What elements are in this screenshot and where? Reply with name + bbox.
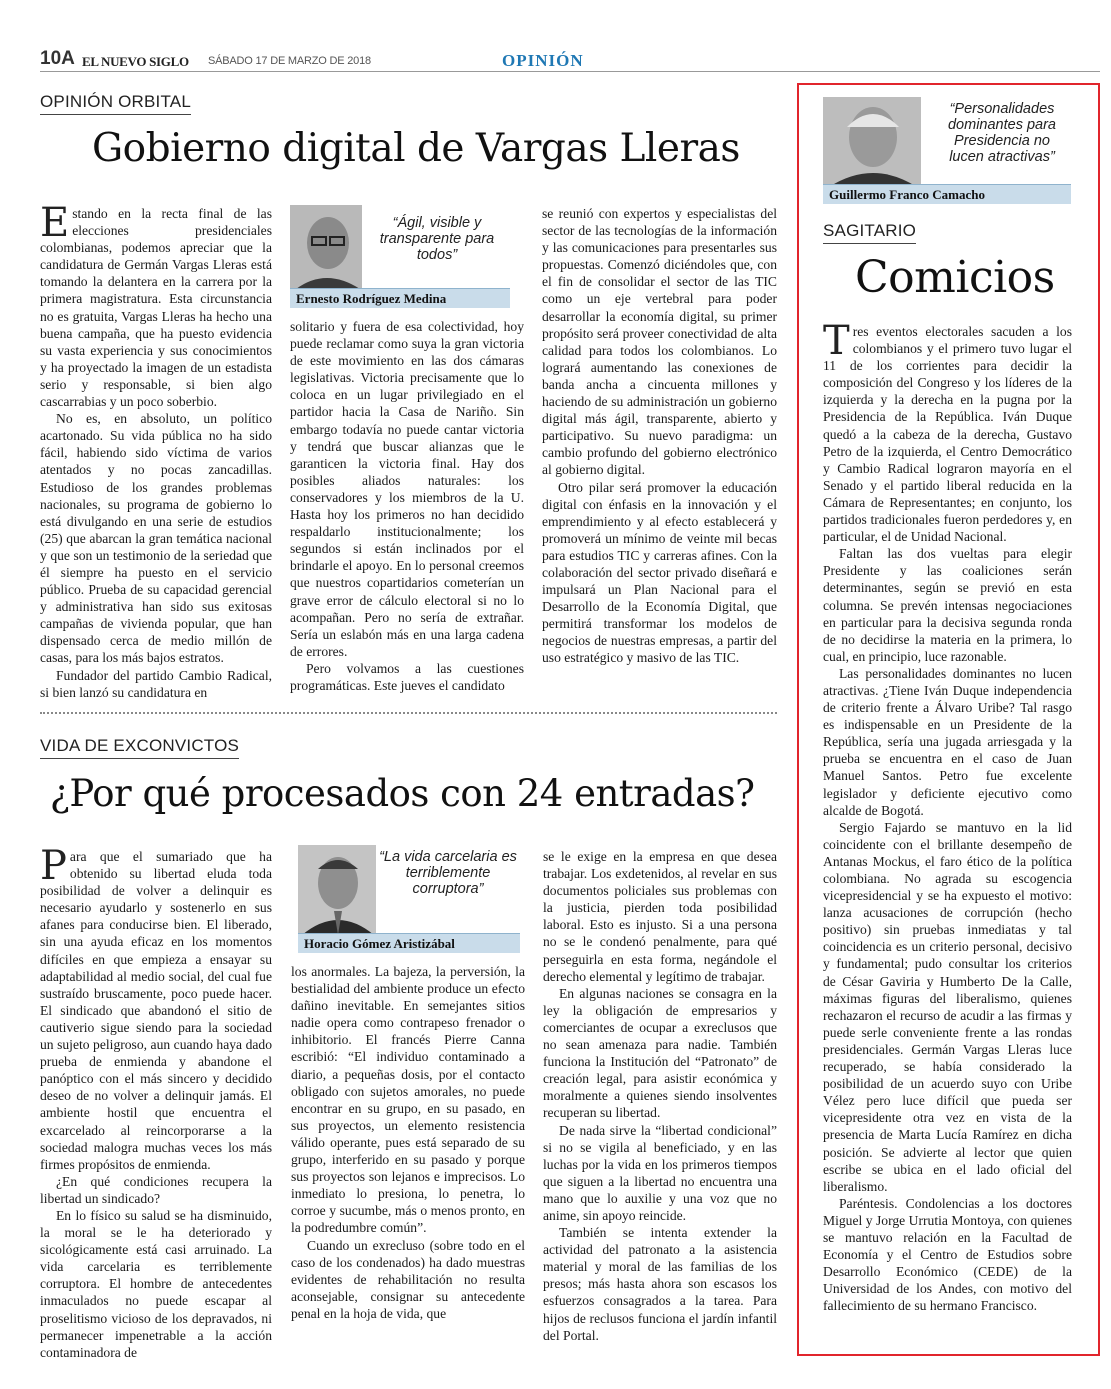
article2-paragraph: Cuando un exrecluso (sobre todo en el caso de los condenados) ha dado muestras evidentes de rehabilitación no resulta aconsejable, consignar su antecedente penal en la hoja de vida, que — [291, 1237, 525, 1321]
article1-dropcap: E — [40, 200, 70, 246]
article2-dropcap: P — [40, 843, 67, 889]
article1-paragraph: solitario y fuera de esa colectividad, hoy puede reclamar como suya la gran victoria de este movimiento en las dos cámaras legislativas. Victoria precisamente que lo coloca en un lugar privilegiado en el partidor hacia la Casa de Nariño. Sin embargo todavía no puede cantar victoria y tendrá que buscar alianzas que le garanticen la victoria final. Hay dos posibles aliados naturales: los conservadores y los miembros de la U. Hasta hoy los primeros no han decidido respaldarlo institucionalmente; los segundos si están inclinados por el brindarle el apoyo. En lo personal creemos que nuestros copartidarios cometerían un grave error de cálculo electoral si no lo acompañan. Pero no sería de extrañar. Sería un eslabón más en una larga cadena de errores. — [290, 319, 524, 659]
article2-paragraph: ¿En qué condiciones recupera la libertad un sindicado? — [40, 1173, 272, 1206]
section-title: OPINIÓN — [502, 51, 584, 70]
author-photo — [823, 97, 921, 187]
article2-pull-quote: “La vida carcelaria es terriblemente corruptora” — [379, 849, 517, 897]
article2-paragraph: En lo físico su salud se ha disminuido, la moral se le ha deteriorado y sicológicamente está casi arruinado. La vida carcelaria es terriblemente corruptora. El hombre de antecedentes inmaculados no puede escapar al proselitismo vicioso de los depravados, ni permanecer impenetrable a la acción contaminadora de — [40, 1207, 272, 1360]
article2-paragraph: se le exige en la empresa en que desea trabajar. Los exdetenidos, al revelar en sus documentos policiales sus problemas con la justicia, pierden toda posibilidad laboral. Esto es injusto. Si a una persona no se le condenó penalmente, para qué perseguirla en esta forma, negándole el derecho elemental y legítimo de trabajar. — [543, 849, 777, 984]
article3-paragraph: Paréntesis. Condolencias a los doctores Miguel y Jorge Urrutia Montoya, con quienes se mantuvo relación en la Facultad de Economía y el Centro de Estudios sobre Desarrollo Económico (CEDE) de la Universidad de los Andes, con motivo del fallecimiento de su hermano Francisco. — [823, 1195, 1072, 1314]
newspaper-name: EL NUEVO SIGLO — [82, 54, 189, 69]
article3-paragraph: Sergio Fajardo se mantuvo en la lid coincidente con el brillante desempeño de Antanas Mockus, el faro ético de la política colombiana. No agrada su escogencia vicepresidencial y se ha expuesto el motivo: lanza acusaciones de corrupción (hecho positivo) sin pruebas inmediatas y tal coincidencia es un criterio personal, decisivo y fundamental; pudo consultar los criterios de César Gaviria y Humberto De la Calle, máximas figuras del liberalismo, quienes rechazaron el recurso de acudir a las firmas y puede serle conveniente frente a las rondas presidenciales. Germán Vargas Lleras luce recuperado, se había considerado la posibilidad de un acuerdo suyo con Uribe Vélez pero luce difícil que pueda ser vicepresidente otra vez en vista de la presencia de Marta Lucía Ramírez en dicha posición. Se advierte al lector que quien escribe se ubica en el lado oficial del liberalismo. — [823, 819, 1072, 1194]
publication-date: SÁBADO 17 DE MARZO DE 2018 — [208, 55, 371, 67]
page-number: 10A — [40, 48, 75, 69]
article1-column-3 — [542, 205, 777, 667]
article3-dropcap: T — [823, 318, 850, 364]
article2-kicker: VIDA DE EXCONVICTOS — [40, 736, 239, 759]
author-photo — [290, 205, 362, 289]
article3-column — [823, 318, 1072, 1314]
article1-column-1 — [40, 200, 272, 701]
article1-paragraph: stando en la recta final de las elecciones presidenciales colombianas, podemos apreciar que la candidatura de Germán Vargas Lleras está tomando la delantera en la carrera por la primera magistratura. Esta circunstancia no es gratuita, Vargas Lleras ha hecho una buena campaña, que ha puesto evidencia su vasta experiencia y sus conocimientos y ha proyectado la imagen de un estadista serio y responsable, si bien algo cascarrabias y un poco soberbio. — [40, 206, 272, 410]
article3-headline: Comicios — [855, 252, 1055, 303]
article1-kicker: OPINIÓN ORBITAL — [40, 92, 191, 115]
article1-paragraph: Pero volvamos a las cuestiones programáticas. Este jueves el candidato — [290, 660, 524, 693]
author-photo — [298, 845, 376, 935]
article1-pull-quote: “Ágil, visible y transparente para todos” — [379, 215, 495, 263]
article2-paragraph: los anormales. La bajeza, la perversión, la bestialidad del ambiente produce un efecto dañino inevitable. En semejantes sitios nadie opera como contrapeso frenador o inhibitorio. El francés Pierre Canna escribió: “El individuo contaminado a diario, a pequeñas dosis, por el contacto obligado con sujetos amorales, no puede encontrar en su grupo, en su pasado, en sus proyectos, un elemento resistencia válido operante, pues está separado de su grupo, interferido en su pasado y porque sus proyectos son lejanos e imprecisos. Lo inmediato lo presiona, lo penetra, lo corroe y sucumbe, más o menos pronto, en la podredumbre común”. — [291, 964, 525, 1236]
article3-paragraph: res eventos electorales sacuden a los colombianos y el primero tuvo lugar el 11 de los corrientes para decidir la composición del Congreso y los líderes de la izquierda y la derecha en la pugna por la Presidencia de la República. Iván Duque quedó a la cabeza de la derecha, Gustavo Petro de la izquierda, el Centro Democrático y Cambio Radical lograron mayoría en el Senado y el partido liberal reducida en la Cámara de Representantes; en conjunto, los partidos tradicionales fueron perdedores y, en particular, el de Unidad Nacional. — [823, 324, 1072, 545]
article2-paragraph: De nada sirve la “libertad condicional” si no se vigila al beneficiado, y en las luchas por la vida en los primeros tiempos que siguen a la libertad no encuentra una mano que lo auxilie y una voz que no anime, sin apoyo reincide. — [543, 1122, 777, 1223]
article2-column-3 — [543, 848, 777, 1344]
page-header — [40, 50, 1100, 72]
article1-author-name: Ernesto Rodríguez Medina — [290, 288, 510, 308]
article2-paragraph: ara que el sumariado que ha obtenido su libertad eluda toda posibilidad de volver a delinquir es necesario ayudarlo y sostenerlo en sus afanes para conducirse bien. El liberado, sin una ayuda eficaz en los momentos difíciles en que empieza a ensayar su adaptabilidad al medio social, del cual fue sustraído bruscamente, poco puede hacer. El sindicado que abandonó el sitio de cautiverio sigue siendo para la sociedad un sujeto peligroso, aun cuando haya dado prueba de enmienda y abandone el panóptico con el más sincero y decidido deseo de no volver a delinquir jamás. El ambiente hostil que encuentra el excarcelado al reincorporarse a la sociedad malogra muchas veces los más firmes propósitos de enmienda. — [40, 849, 272, 1172]
article2-column-2 — [291, 963, 525, 1322]
article2-paragraph: También se intenta extender la actividad del patronato a la asistencia material y moral de las familias de los presos; más hasta ahora son escasos los esfuerzos consagrados a la tarea. Para hijos de reclusos funciona el jardín infantil del Portal. — [543, 1225, 777, 1343]
article3-pull-quote: “Personalidades dominantes para Presidencia no lucen atractivas” — [947, 101, 1056, 165]
article1-paragraph: Otro pilar será promover la educación digital con énfasis en la innovación y el emprendimiento y al efecto establecerá y promoverá un mínimo de veinte mil becas para estudios TIC y carreras afines. Con la colaboración del sector privado diseñará e impulsará un Plan Nacional para el Desarrollo de la Economía Digital, que permitirá transformar los modelos de negocios de nuestras empresas, a partir del uso estratégico y masivo de las TIC. — [542, 479, 777, 666]
article1-paragraph: Fundador del partido Cambio Radical, si bien lanzó su candidatura en — [40, 667, 272, 700]
article3-author-box — [823, 97, 1071, 203]
article1-paragraph: se reunió con expertos y especialistas del sector de las tecnologías de la información y las comunicaciones para presentarles sus propuestas. Comenzó diciéndoles que, con el fin de consolidar el sector de las TIC como un eje vertebral para poder desarrollar la economía digital, su primer propósito será proveer conectividad de alta calidad para todos los colombianos. Lo logrará aumentando las conexiones de banda ancha a cincuenta millones y haciendo de su administración un gobierno digital más ágil, transparente, abierto y participativo. Su nuevo paradigma: un cambio profundo del gobierno electrónico al gobierno digital. — [542, 206, 777, 478]
article1-author-box — [290, 205, 510, 307]
article-divider — [40, 712, 777, 714]
article2-paragraph: En algunas naciones se consagra en la ley la obligación de empresarios y comerciantes de ocupar a exreclusos que no sean amenaza para nadie. También funciona la Institución del “Patronato” de creación legal, para asistir económica y moralmente a quienes siendo insolventes recuperan su libertad. — [543, 985, 777, 1121]
article2-column-1 — [40, 843, 272, 1361]
article1-headline: Gobierno digital de Vargas Lleras — [92, 126, 740, 171]
article2-author-name: Horacio Gómez Aristizábal — [298, 933, 520, 953]
article3-paragraph: Faltan las dos vueltas para elegir Presidente y las coaliciones serán determinantes, según se previó en esta columna. Se prevén intensas negociaciones en particular para la decisiva segunda ronda de no decidirse la materia en la primera, lo cual, en principio, luce razonable. — [823, 546, 1072, 664]
article1-paragraph: No es, en absoluto, un político acartonado. Su vida pública no ha sido fácil, habiendo sido víctima de varios atentados y no pocas zancadillas. Estudioso de los grandes problemas nacionales, su programa de gobierno lo está divulgando en una serie de estudios (25) que abarcan la gran temática nacional y que son un testimonio de la seriedad que él siempre ha puesto en el servicio público. Prueba de su capacidad gerencial y administrativa han sido sus exitosas campañas de vivienda popular, que han dispensado cerca de medio millón de casas, para los más bajos estratos. — [40, 411, 272, 666]
article1-column-2 — [290, 318, 524, 694]
article3-kicker: SAGITARIO — [823, 221, 916, 244]
article3-paragraph: Las personalidades dominantes no lucen atractivas. ¿Tiene Iván Duque independencia de criterio frente a Álvaro Uribe? Tal rasgo es indispensable en un Presidente de la República, sería una jugada arriesgada y la prueba se encuentra en el caso de Juan Manuel Santos. Petro fue excelente legislador y deficiente ejecutivo como alcalde de Bogotá. — [823, 665, 1072, 818]
article2-headline: ¿Por qué procesados con 24 entradas? — [50, 772, 755, 815]
article3-author-name: Guillermo Franco Camacho — [823, 184, 1071, 204]
article2-author-box — [298, 845, 520, 950]
